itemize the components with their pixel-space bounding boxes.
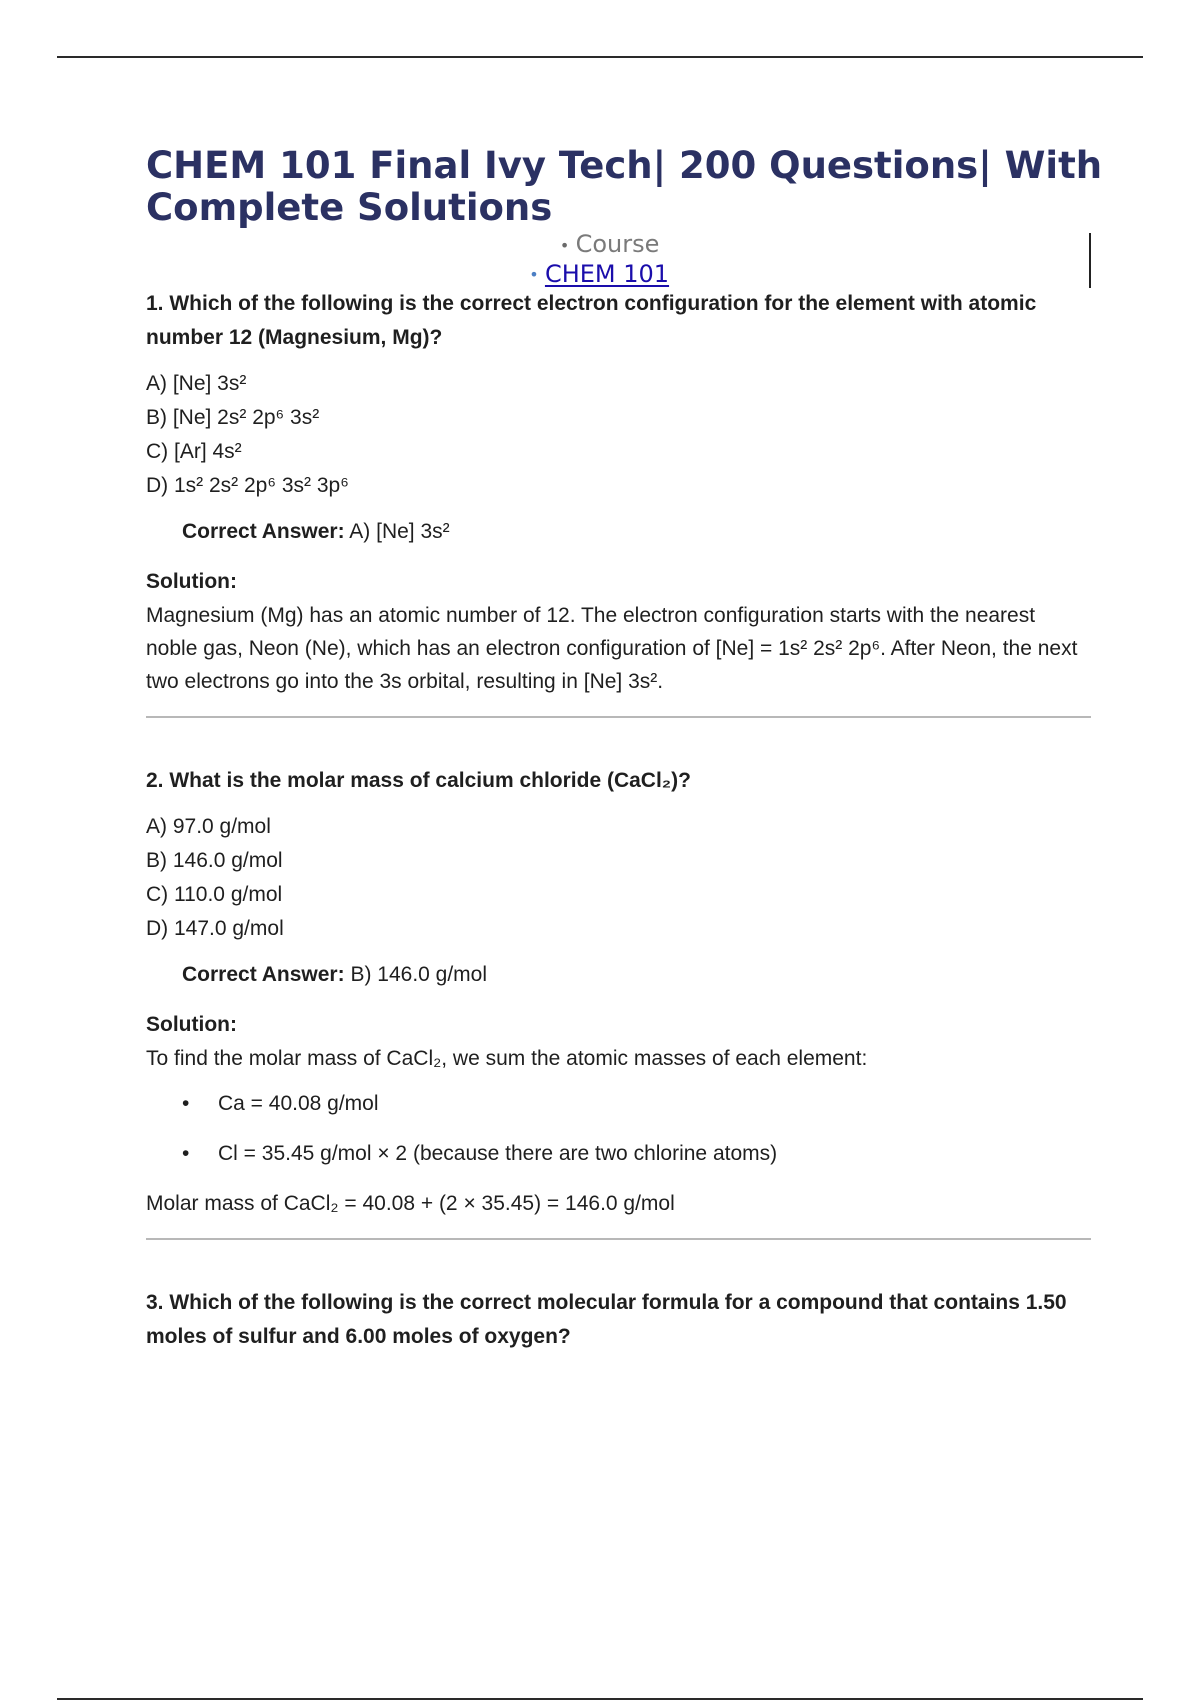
document-body (146, 287, 1091, 1366)
question-block-1 (146, 287, 1091, 718)
correct-answer (182, 515, 1091, 549)
bullet-icon: • (182, 1092, 190, 1115)
question-block-3 (146, 1286, 1091, 1354)
correct-answer-value: A) [Ne] 3s² (349, 520, 450, 543)
correct-answer-label: Correct Answer: (182, 520, 345, 543)
option-c: C) 110.0 g/mol (146, 883, 283, 906)
document-title: CHEM 101 Final Ivy Tech| 200 Questions| With Complete Solutions (146, 144, 1103, 229)
section-divider (146, 716, 1091, 718)
options-list (146, 810, 1091, 946)
option-a: A) [Ne] 3s² (146, 372, 247, 395)
question-block-2 (146, 764, 1091, 1240)
option-d: D) 1s² 2s² 2p⁶ 3s² 3p⁶ (146, 474, 349, 497)
option-b: B) 146.0 g/mol (146, 849, 283, 872)
solution-label: Solution: (146, 1013, 237, 1036)
options-list (146, 367, 1091, 503)
solution-conclusion: Molar mass of CaCl₂ = 40.08 + (2 × 35.45) = 146.0 g/mol (146, 1192, 675, 1215)
course-link[interactable]: CHEM 101 (544, 259, 670, 288)
solution-text: Magnesium (Mg) has an atomic number of 12. The electron configuration starts with the nearest noble gas, Neon (Ne), which has an electron configuration of [Ne] = 1s² 2s² 2p⁶. After Neon, the next two electrons go into the 3s orbital, resulting in [Ne] 3s². (146, 604, 1078, 693)
bullet-icon: • (559, 235, 570, 255)
top-rule (57, 56, 1143, 58)
bullet-icon: • (182, 1142, 190, 1165)
solution-label: Solution: (146, 570, 237, 593)
option-d: D) 147.0 g/mol (146, 917, 284, 940)
course-breadcrumb (0, 230, 1200, 289)
question-text: 2. What is the molar mass of calcium chloride (CaCl₂)? (146, 769, 691, 792)
list-item: • Cl = 35.45 g/mol × 2 (because there are two chlorine atoms) (146, 1137, 1091, 1171)
course-label: Course (575, 230, 660, 258)
option-b: B) [Ne] 2s² 2p⁶ 3s² (146, 406, 320, 429)
option-a: A) 97.0 g/mol (146, 815, 271, 838)
correct-answer-value: B) 146.0 g/mol (350, 963, 488, 986)
question-text: 1. Which of the following is the correct electron configuration for the element with atomic number 12 (Magnesium, Mg)? (146, 292, 1037, 349)
solution-bullets (146, 1087, 1091, 1171)
correct-answer-label: Correct Answer: (182, 963, 345, 986)
course-link-item (0, 260, 1200, 290)
option-c: C) [Ar] 4s² (146, 440, 242, 463)
text-cursor (1089, 233, 1091, 288)
solution-text: To find the molar mass of CaCl₂, we sum the atomic masses of each element: (146, 1047, 868, 1070)
section-divider (146, 1238, 1091, 1240)
bullet-icon: • (529, 265, 539, 284)
course-label-item (13, 230, 1200, 260)
question-text: 3. Which of the following is the correct molecular formula for a compound that contains 1.50 moles of sulfur and 6.00 moles of oxygen? (146, 1291, 1067, 1348)
correct-answer (182, 958, 1091, 992)
list-item: • Ca = 40.08 g/mol (146, 1087, 1091, 1121)
